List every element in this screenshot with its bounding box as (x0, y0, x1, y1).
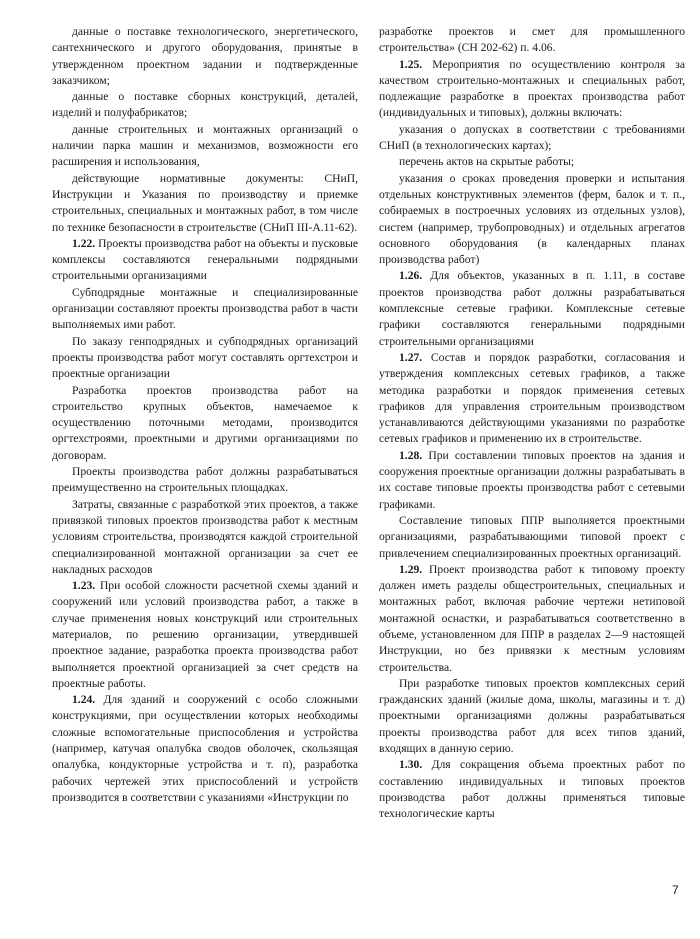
paragraph (379, 171, 685, 269)
clause-number: 1.27. (399, 350, 423, 364)
paragraph (379, 448, 685, 513)
paragraph-text: Для зданий и сооружений с особо сложными конструкциями, при осуществлении которых необходимы сложные вспомогательные приспособления и устройства (например, катучая опалубка сводов оболочек, скользящая опалубка, кондукторные устройства и т. п), разработка рабочих чертежей этих приспособлений и устройств производится в соответствии с указаниями «Инструкции по (52, 693, 358, 804)
paragraph (379, 350, 685, 448)
paragraph-text: разработке проектов и смет для промышленного строительства» (СН 202-62) п. 4.06. (379, 25, 685, 55)
paragraph-text: Для сокращения объема проектных работ по составлению индивидуальных и типовых проектов производства работ должны применяться типовые технологические карты (379, 758, 685, 821)
paragraph-text: данные о поставке технологического, энергетического, сантехнического и другого оборудования, принятые в утвержденном проектном задании и подтвержденные заказчиком; (52, 25, 358, 87)
paragraph-text: По заказу генподрядных и субподрядных организаций проекты производства работ могут составлять оргтехстрои и проектные организации (52, 334, 358, 381)
paragraph-text: данные о поставке сборных конструкций, деталей, изделий и полуфабрикатов; (52, 90, 358, 120)
clause-number: 1.22. (72, 236, 96, 250)
paragraph-text: Мероприятия по осуществлению контроля за качеством строительно-монтажных и специальных работ, подлежащие разработке в проектах производства работ (индивидуальных и типовых), должны включать: (379, 57, 685, 120)
clause-number: 1.29. (399, 562, 423, 576)
paragraph-text: указания о сроках проведения проверки и испытания отдельных конструктивных элементов (ферм, балок и т. п., собираемых в построечных условиях из отдельных узлов), систем (например, трубопроводных) и отдельных агрегатов основного оборудования (в календарных планах производства работ) (379, 171, 685, 267)
paragraph (52, 122, 358, 171)
paragraph (52, 383, 358, 464)
paragraph (52, 497, 358, 578)
paragraph-text: Проект производства работ к типовому проекту должен иметь разделы общестроительных, специальных и монтажных работ, включая рабочие чертежи нетиповой монтажной оснастки, и разрабатываться соответственно в объеме, установленном для ППР в разделах 2—9 настоящей Инструкции, но без привязки к местным условиям строительства. (379, 562, 685, 674)
paragraph (379, 24, 685, 57)
paragraph-text: Затраты, связанные с разработкой этих проектов, а также привязкой типовых проектов производства работ к местным условиям строительства, производятся каждой строительной специализированной монтажной организации за счет ее накладных расходов (52, 497, 358, 576)
paragraph (379, 757, 685, 822)
paragraph-text: Состав и порядок разработки, согласования и утверждения комплексных сетевых графиков, а также методика разработки и порядок применения сетевых графиков для управления строительным производством устанавливаются действующими указаниями по разработке сетевых графиков и применению их в строительстве. (379, 350, 686, 446)
paragraph-text: При разработке типовых проектов комплексных серий гражданских зданий (жилые дома, школы, магазины и т. д) проектными организациями должны разрабатываться проекты производства работ для всех типов зданий, входящих в данную серию. (379, 676, 685, 756)
paragraph-text: перечень актов на скрытые работы; (399, 155, 575, 169)
paragraph (379, 513, 685, 562)
clause-number: 1.23. (72, 579, 96, 593)
paragraph (52, 334, 358, 383)
paragraph (52, 692, 358, 806)
paragraph (379, 562, 685, 676)
paragraph (379, 268, 685, 349)
right-column (379, 24, 685, 823)
paragraph-text: Субподрядные монтажные и специализированные организации составляют проекты производства работ в части выполняемых ими работ. (52, 285, 358, 332)
paragraph (52, 464, 358, 497)
clause-number: 1.25. (399, 57, 423, 71)
left-column (52, 24, 358, 806)
clause-number: 1.24. (72, 693, 96, 707)
paragraph (52, 24, 358, 89)
paragraph (379, 122, 685, 155)
paragraph (52, 285, 358, 334)
paragraph-text: указания о допусках в соответствии с требованиями СНиП (в технологических картах); (379, 122, 685, 153)
paragraph-text: При составлении типовых проектов на здания и сооружения проектные организации должны разрабатывать в их составе типовые проекты производства работ с сетевыми графиками. (379, 448, 685, 511)
paragraph (52, 89, 358, 122)
paragraph-text: Разработка проектов производства работ на строительство крупных объектов, намечаемое к осуществлению поточными методами, производится оргтехстроями, проектными и другими организациями по договорам. (52, 383, 358, 462)
paragraph (379, 676, 685, 757)
paragraph (52, 578, 358, 692)
page-number: 7 (672, 883, 679, 897)
paragraph (52, 236, 358, 285)
paragraph-text: Для объектов, указанных в п. 1.11, в составе проектов производства работ должны разрабатываться комплексные сетевые графики. Комплексные сетевые графики составляются генеральными подрядными строительными организациями (379, 269, 685, 348)
paragraph (379, 154, 685, 170)
paragraph-text: Проекты производства работ на объекты и пусковые комплексы составляются генеральными подрядными строительными организациями (52, 236, 359, 283)
paragraph-text: действующие нормативные документы: СНиП, Инструкции и Указания по производству и приемке строительных, специальных и монтажных работ, в том числе по технике безопасности в строительстве (СНиП III-А.11-62). (52, 171, 358, 234)
paragraph (379, 57, 685, 122)
paragraph-text: данные строительных и монтажных организаций о наличии парка машин и механизмов, возможности его расширения и использования, (52, 122, 358, 169)
paragraph-text: Проекты производства работ должны разрабатываться преимущественно на строительных площадках. (52, 465, 358, 495)
clause-number: 1.30. (399, 758, 423, 772)
paragraph-text: Составление типовых ППР выполняется проектными организациями, разрабатывающими типовой проект с привлечением специализированных проектных организаций. (379, 513, 685, 560)
paragraph (52, 171, 358, 236)
clause-number: 1.28. (399, 448, 423, 462)
clause-number: 1.26. (399, 269, 423, 283)
paragraph-text: При особой сложности расчетной схемы зданий и сооружений или условий производства работ, а также в случае применения новых конструкций или строительных материалов, по решению организации, утвердившей проектное задание, разработка проекта производства работ выполняется проектной организацией за счет средств на проектные работы. (52, 579, 358, 690)
